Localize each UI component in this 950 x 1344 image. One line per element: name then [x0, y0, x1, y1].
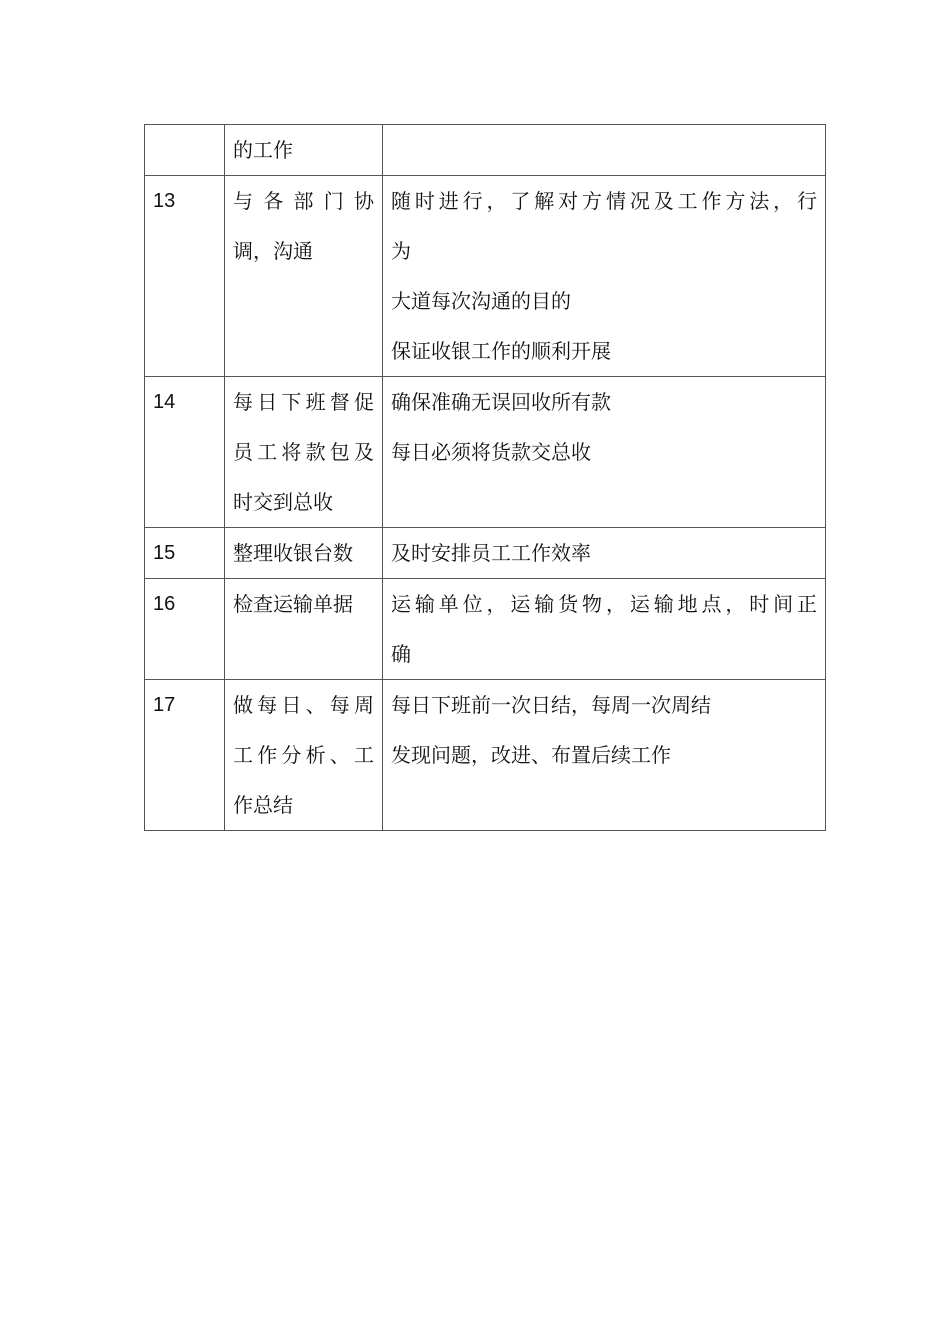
- table-row: [145, 377, 826, 528]
- task-line: 工作分析、工: [233, 743, 374, 767]
- task-cell: [225, 680, 383, 831]
- description-line: 大道每次沟通的目的: [391, 289, 571, 313]
- description-line: [391, 125, 817, 175]
- description-line: 随时进行，了解对方情况及工作方法，行: [391, 189, 817, 213]
- description-line: 确: [391, 642, 411, 666]
- task-cell: [225, 528, 383, 579]
- description-line: 每日必须将货款交总收: [391, 440, 591, 464]
- task-line: 作总结: [233, 793, 293, 817]
- description-cell: [383, 377, 826, 528]
- task-line: 的工作: [233, 138, 293, 162]
- task-cell: [225, 125, 383, 176]
- task-line: 做每日、每周: [233, 693, 374, 717]
- row-number: 16: [145, 579, 225, 680]
- task-line: 与 各 部 门 协: [233, 189, 374, 213]
- duty-table: [144, 124, 826, 831]
- row-number: 17: [145, 680, 225, 831]
- row-number: 15: [145, 528, 225, 579]
- row-number: 13: [145, 176, 225, 377]
- task-line: 时交到总收: [233, 490, 333, 514]
- task-line: 员工将款包及: [233, 440, 374, 464]
- task-line: 整理收银台数: [233, 541, 353, 565]
- description-line: 为: [391, 239, 411, 263]
- task-line: 检查运输单据: [233, 592, 353, 616]
- description-cell: [383, 680, 826, 831]
- description-cell: [383, 579, 826, 680]
- table-row: [145, 579, 826, 680]
- task-cell: [225, 377, 383, 528]
- description-line: 确保准确无误回收所有款: [391, 390, 611, 414]
- task-line: 调，沟通: [233, 239, 313, 263]
- description-cell: [383, 176, 826, 377]
- task-cell: [225, 176, 383, 377]
- description-cell: [383, 528, 826, 579]
- description-line: 运输单位，运输货物，运输地点，时间正: [391, 592, 817, 616]
- description-cell: [383, 125, 826, 176]
- description-line: 保证收银工作的顺利开展: [391, 339, 611, 363]
- row-number: 14: [145, 377, 225, 528]
- task-line: 每日下班督促: [233, 390, 374, 414]
- table-row: [145, 176, 826, 377]
- table-row: [145, 528, 826, 579]
- task-cell: [225, 579, 383, 680]
- row-number: [145, 125, 225, 176]
- description-line: 每日下班前一次日结，每周一次周结: [391, 693, 711, 717]
- table-row: [145, 680, 826, 831]
- description-line: 及时安排员工工作效率: [391, 541, 591, 565]
- description-line: 发现问题，改进、布置后续工作: [391, 743, 671, 767]
- table-row: [145, 125, 826, 176]
